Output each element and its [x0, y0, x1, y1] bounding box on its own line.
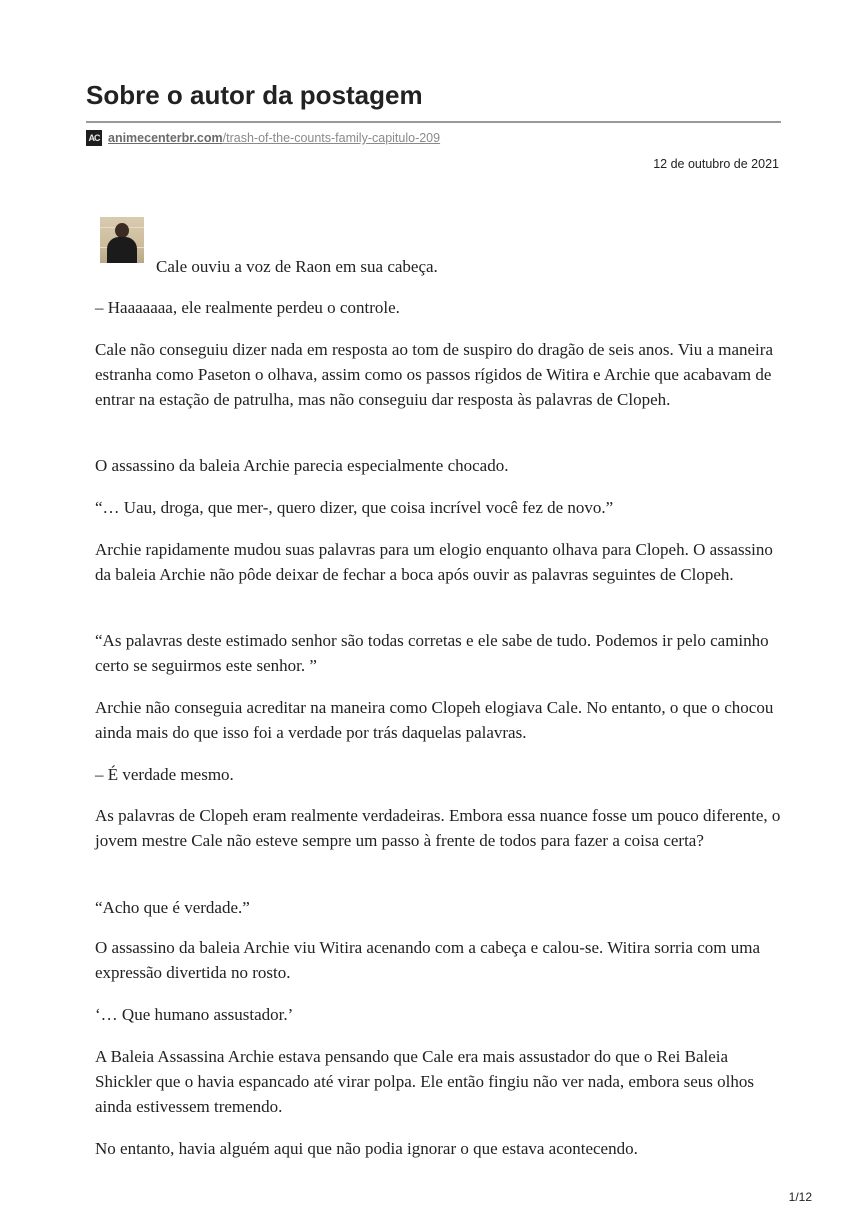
article-paragraph: As palavras de Clopeh eram realmente verdadeiras. Embora essa nuance fosse um pouco diferente, o jovem mestre Cale não esteve sempre um passo à frente de todos para fazer a coisa certa? — [95, 806, 781, 850]
article-paragraph: Archie não conseguia acreditar na maneira como Clopeh elogiava Cale. No entanto, o que o chocou ainda mais do que isso foi a verdade por trás daquelas palavras. — [95, 698, 774, 742]
source-link-row — [86, 129, 440, 147]
article-paragraph: “Acho que é verdade.” — [95, 898, 250, 917]
page-title: Sobre o autor da postagem — [86, 80, 423, 110]
article-paragraph: No entanto, havia alguém aqui que não podia ignorar o que estava acontecendo. — [95, 1139, 638, 1158]
source-link-domain[interactable]: animecenterbr.com — [108, 131, 223, 145]
page-number: 1/12 — [788, 1190, 812, 1204]
article-paragraph: “As palavras deste estimado senhor são todas corretas e ele sabe de tudo. Podemos ir pelo caminho certo se seguirmos este senhor. ” — [95, 631, 769, 675]
title-divider — [86, 121, 781, 123]
article-paragraph: – É verdade mesmo. — [95, 765, 234, 784]
site-logo-icon: AC — [86, 130, 102, 146]
article-paragraph: Cale não conseguiu dizer nada em resposta ao tom de suspiro do dragão de seis anos. Viu a maneira estranha como Paseton o olhava, assim como os passos rígidos de Witira e Archie que acabavam de entrar na estação de patrulha, mas não conseguiu dar resposta às palavras de Clopeh. — [95, 340, 773, 409]
article-paragraph: – Haaaaaaa, ele realmente perdeu o controle. — [95, 298, 400, 317]
article-paragraph: “… Uau, droga, que mer-, quero dizer, que coisa incrível você fez de novo.” — [95, 498, 614, 517]
article-paragraph: ‘… Que humano assustador.’ — [95, 1005, 294, 1024]
article-paragraph: A Baleia Assassina Archie estava pensando que Cale era mais assustador do que o Rei Baleia Shickler que o havia espancado até virar polpa. Ele então fingiu não ver nada, embora seus olhos ainda estivessem tremendo. — [95, 1047, 754, 1116]
post-date: 12 de outubro de 2021 — [653, 157, 779, 171]
article-paragraph: O assassino da baleia Archie parecia especialmente chocado. — [95, 456, 509, 475]
article-paragraph: Archie rapidamente mudou suas palavras para um elogio enquanto olhava para Clopeh. O assassino da baleia Archie não pôde deixar de fechar a boca após ouvir as palavras seguintes de Clopeh. — [95, 540, 773, 584]
source-link-path[interactable]: /trash-of-the-counts-family-capitulo-209 — [222, 131, 441, 145]
article-paragraph: Cale ouviu a voz de Raon em sua cabeça. — [156, 257, 438, 276]
author-avatar — [100, 217, 144, 263]
article-paragraph: O assassino da baleia Archie viu Witira acenando com a cabeça e calou-se. Witira sorria com uma expressão divertida no rosto. — [95, 938, 760, 982]
